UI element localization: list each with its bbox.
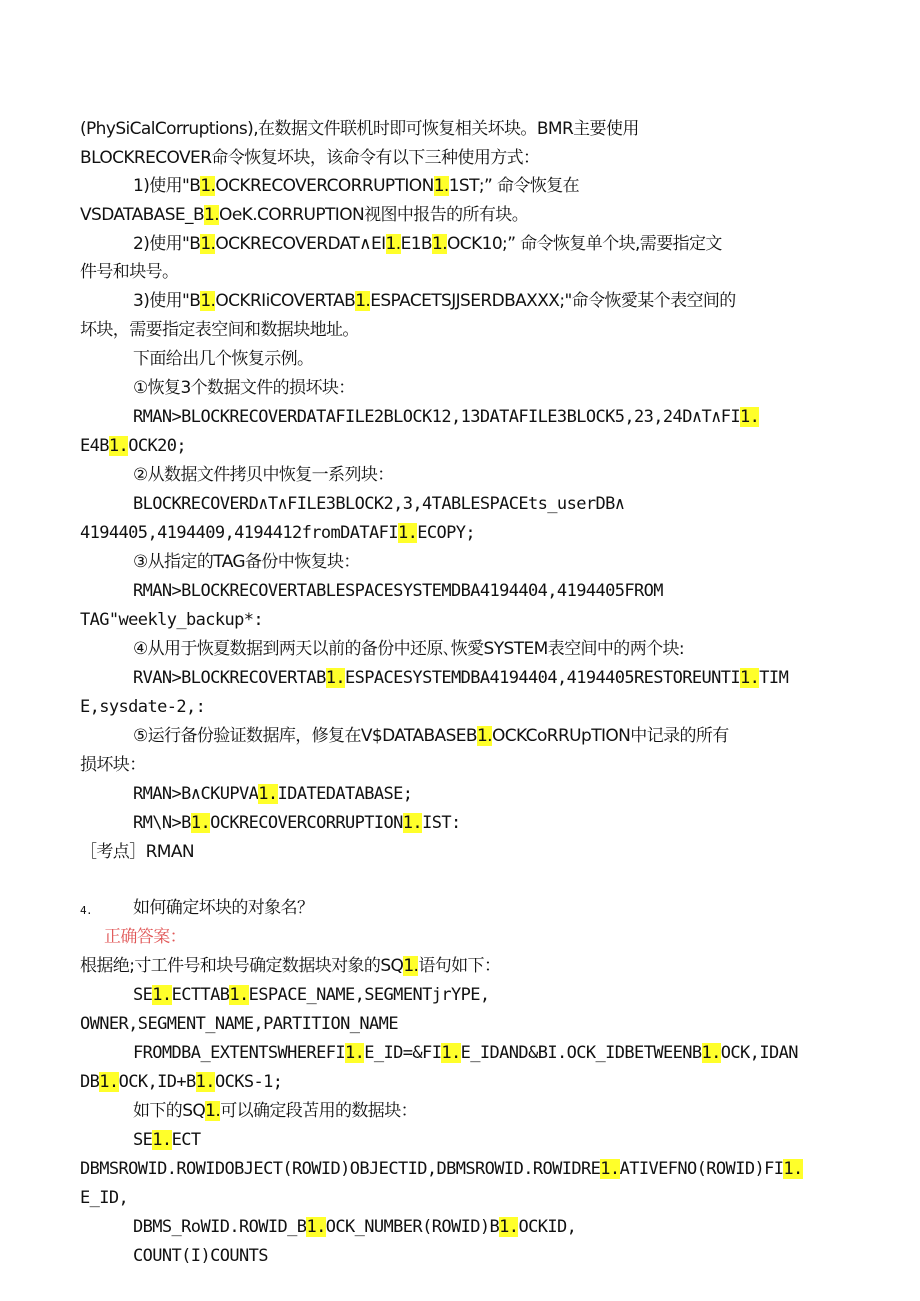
- text-segment: ②从数据文件拷贝中恢复一系列块：: [133, 465, 394, 485]
- text-segment: ECT: [171, 1130, 201, 1150]
- highlighted-text: 1.: [403, 956, 419, 976]
- highlighted-text: 1.: [600, 1159, 620, 1179]
- highlighted-text: 1.: [740, 407, 760, 427]
- answer-label: [104, 925, 186, 949]
- text-segment: E1B: [400, 234, 432, 254]
- highlighted-text: 1.: [205, 1101, 221, 1121]
- text-line: [80, 1070, 282, 1094]
- text-line: [133, 1099, 417, 1123]
- highlighted-text: 1.: [397, 523, 418, 543]
- text-segment: ESPACETSJJSERDBAXXX;"命令恢愛某个表空间的: [370, 291, 736, 311]
- text-segment: 如下的SQ: [133, 1101, 206, 1121]
- highlighted-text: 1.: [195, 1072, 215, 1092]
- highlighted-text: 1.: [402, 813, 423, 833]
- text-segment: 损坏块：: [80, 755, 146, 775]
- text-line: [80, 146, 539, 170]
- text-segment: ①恢复3个数据文件的损坏块：: [133, 378, 355, 398]
- text-line: [80, 840, 194, 864]
- text-segment: ECTTAB: [171, 985, 230, 1005]
- text-line: [133, 1215, 576, 1239]
- highlighted-text: 1.: [385, 234, 401, 254]
- highlighted-text: 1.: [701, 1043, 721, 1063]
- text-segment: DBMSROWID.ROWIDOBJECT(ROWID)OBJECTID,DBMSROWID.ROWIDRE: [80, 1159, 601, 1179]
- text-segment: OCK_NUMBER(ROWID)B: [325, 1217, 500, 1237]
- text-line: [133, 376, 355, 400]
- highlighted-text: 1.: [152, 985, 172, 1005]
- text-segment: E4B: [80, 436, 109, 456]
- highlighted-text: 1.: [433, 176, 449, 196]
- text-line: [80, 1012, 398, 1036]
- text-segment: 4.: [80, 904, 93, 917]
- highlighted-text: 1.: [152, 1130, 172, 1150]
- text-segment: RMAN>BLOCKRECOVERDATAFILE2BLOCK12,13DATAFILE3BLOCK5,23,24D∧T∧FI: [133, 407, 740, 427]
- text-line: [133, 782, 412, 806]
- highlighted-text: 1.: [499, 1217, 519, 1237]
- text-segment: OCKRECOVERCORRUPTION: [210, 813, 403, 833]
- text-segment: ⑤运行备份验证数据库，修复在V$DATABASEB: [133, 726, 477, 746]
- text-line: [133, 1041, 798, 1065]
- text-line: [80, 1157, 803, 1181]
- text-segment: RMAN>BLOCKRECOVERTABLESPACESYSTEMDBA4194404,4194405FROM: [133, 581, 663, 601]
- text-segment: 件号和块号。: [80, 262, 179, 282]
- text-line: [133, 1244, 268, 1268]
- text-line: [133, 983, 490, 1007]
- text-segment: VSDATABASE_B: [80, 205, 205, 225]
- text-line: [80, 260, 178, 284]
- highlighted-text: 1.: [441, 1043, 461, 1063]
- text-segment: FROMDBA_EXTENTSWHEREFI: [133, 1043, 345, 1063]
- highlighted-text: 1.: [108, 436, 129, 456]
- highlighted-text: 1.: [325, 668, 345, 688]
- text-segment: E_ID=&FI: [364, 1043, 442, 1063]
- text-line: [80, 117, 639, 141]
- text-segment: 坏块，需要指定表空间和数据块地址。: [80, 320, 359, 340]
- text-segment: ATIVEFNO(ROWID)FI: [619, 1159, 784, 1179]
- text-line: [80, 318, 359, 342]
- highlighted-text: 1.: [783, 1159, 803, 1179]
- text-segment: OWNER,SEGMENT_NAME,PARTITION_NAME: [80, 1014, 398, 1034]
- text-line: [133, 289, 736, 313]
- text-segment: OCKID,: [518, 1217, 577, 1237]
- text-segment: ③从指定的TAG备份中恢复块：: [133, 552, 360, 572]
- highlighted-text: 1.: [258, 784, 278, 804]
- highlighted-text: 1.: [200, 291, 216, 311]
- text-line: [133, 550, 360, 574]
- text-segment: RMAN>B∧CKUPVA: [133, 784, 259, 804]
- highlighted-text: 1.: [355, 291, 371, 311]
- highlighted-text: 1.: [306, 1217, 326, 1237]
- highlighted-text: 1.: [344, 1043, 365, 1063]
- highlighted-text: 1.: [190, 813, 211, 833]
- highlighted-text: 1.: [99, 1072, 119, 1092]
- text-line: [80, 521, 475, 545]
- text-line: [80, 1186, 128, 1210]
- text-segment: ［考点］RMAN: [80, 842, 195, 862]
- text-line: [80, 434, 186, 458]
- text-segment: OCKRECOVERDAT∧EI: [215, 234, 386, 254]
- text-segment: OCK,IDAN: [720, 1043, 798, 1063]
- text-line: [133, 724, 729, 748]
- text-segment: OCKRIiCOVERTAB: [215, 291, 356, 311]
- text-line: [133, 637, 684, 661]
- text-line: [80, 954, 500, 978]
- text-segment: SE: [133, 1130, 153, 1150]
- text-segment: E_IDAND&BI.OCK_IDBETWEENB: [460, 1043, 702, 1063]
- text-segment: RM\N>B: [133, 813, 191, 833]
- text-segment: 1)使用"B: [133, 176, 201, 196]
- text-line: [80, 203, 528, 227]
- highlighted-text: 1.: [200, 234, 216, 254]
- text-segment: ECOPY;: [417, 523, 476, 543]
- text-segment: OCK10;” 命令恢复单个块,需要指定文: [447, 234, 722, 254]
- text-line: [80, 695, 205, 719]
- text-segment: 3)使用"B: [133, 291, 201, 311]
- text-segment: ESPACE_NAME,SEGMENTjrYPE,: [248, 985, 490, 1005]
- highlighted-text: 1.: [476, 726, 492, 746]
- text-segment: RVAN>BLOCKRECOVERTAB: [133, 668, 326, 688]
- highlighted-text: 1.: [204, 205, 220, 225]
- text-segment: TIM: [759, 668, 789, 688]
- text-segment: 根据绝;寸工件号和块号确定数据块对象的SQ: [80, 956, 404, 976]
- highlighted-text: 1.: [432, 234, 448, 254]
- text-line: [133, 405, 759, 429]
- text-line: [80, 608, 263, 632]
- text-line: [133, 811, 461, 835]
- question-text: [133, 896, 313, 920]
- text-line: [133, 666, 788, 690]
- text-line: [133, 463, 394, 487]
- highlighted-text: 1.: [200, 176, 216, 196]
- text-segment: TAG"weekly_backup*:: [80, 610, 264, 630]
- text-line: [133, 232, 722, 256]
- highlighted-text: 1.: [740, 668, 760, 688]
- text-segment: OCK20;: [128, 436, 186, 456]
- text-segment: 语句如下：: [418, 956, 501, 976]
- text-segment: DBMS_RoWID.ROWID_B: [133, 1217, 307, 1237]
- text-segment: COUNT(I)COUNTS: [133, 1246, 268, 1266]
- text-line: [133, 347, 313, 371]
- text-segment: OCKS-1;: [214, 1072, 283, 1092]
- text-segment: 可以确定段苫用的数据块：: [220, 1101, 418, 1121]
- text-segment: 正确答案：: [104, 927, 186, 947]
- text-segment: ESPACESYSTEMDBA4194404,4194405RESTOREUNTI: [344, 668, 741, 688]
- question-number: [80, 899, 92, 923]
- text-segment: IDATEDATABASE;: [277, 784, 413, 804]
- text-segment: ④从用于恢夏数据到两天以前的备份中还原､恢愛SYSTEM表空间中的两个块:: [133, 639, 685, 659]
- text-segment: OCKRECOVERCORRUPTION: [215, 176, 434, 196]
- text-line: [133, 492, 624, 516]
- text-segment: 4194405,4194409,4194412fromDATAFI: [80, 523, 398, 543]
- text-segment: BLOCKRECOVERD∧T∧FILE3BLOCK2,3,4TABLESPACEts_userDB∧: [133, 494, 625, 514]
- text-line: [133, 1128, 200, 1152]
- text-line: [133, 174, 579, 198]
- text-segment: BLOCKRECOVER命令恢复坏块，该命令有以下三种使用方式：: [80, 148, 540, 168]
- text-segment: DB: [80, 1072, 100, 1092]
- text-segment: OeK.CORRUPTION视图中报告的所有块。: [219, 205, 529, 225]
- highlighted-text: 1.: [229, 985, 249, 1005]
- text-segment: IST:: [422, 813, 461, 833]
- text-segment: 如何确定坏块的对象名？: [133, 898, 314, 918]
- text-segment: 下面给出几个恢复示例。: [133, 349, 314, 369]
- text-line: [133, 579, 663, 603]
- text-segment: 1ST;” 命令恢复在: [448, 176, 580, 196]
- text-line: [80, 753, 146, 777]
- text-segment: SE: [133, 985, 153, 1005]
- text-segment: (PhySiCalCorruptions),在数据文件联机时即可恢复相关坏块。BMR主要使用: [80, 119, 639, 139]
- text-segment: E,sysdate-2,:: [80, 697, 206, 717]
- text-segment: OCKCoRRUpTION中记录的所有: [492, 726, 729, 746]
- text-segment: E_ID,: [80, 1188, 129, 1208]
- text-segment: OCK,ID+B: [118, 1072, 196, 1092]
- text-segment: 2)使用"B: [133, 234, 201, 254]
